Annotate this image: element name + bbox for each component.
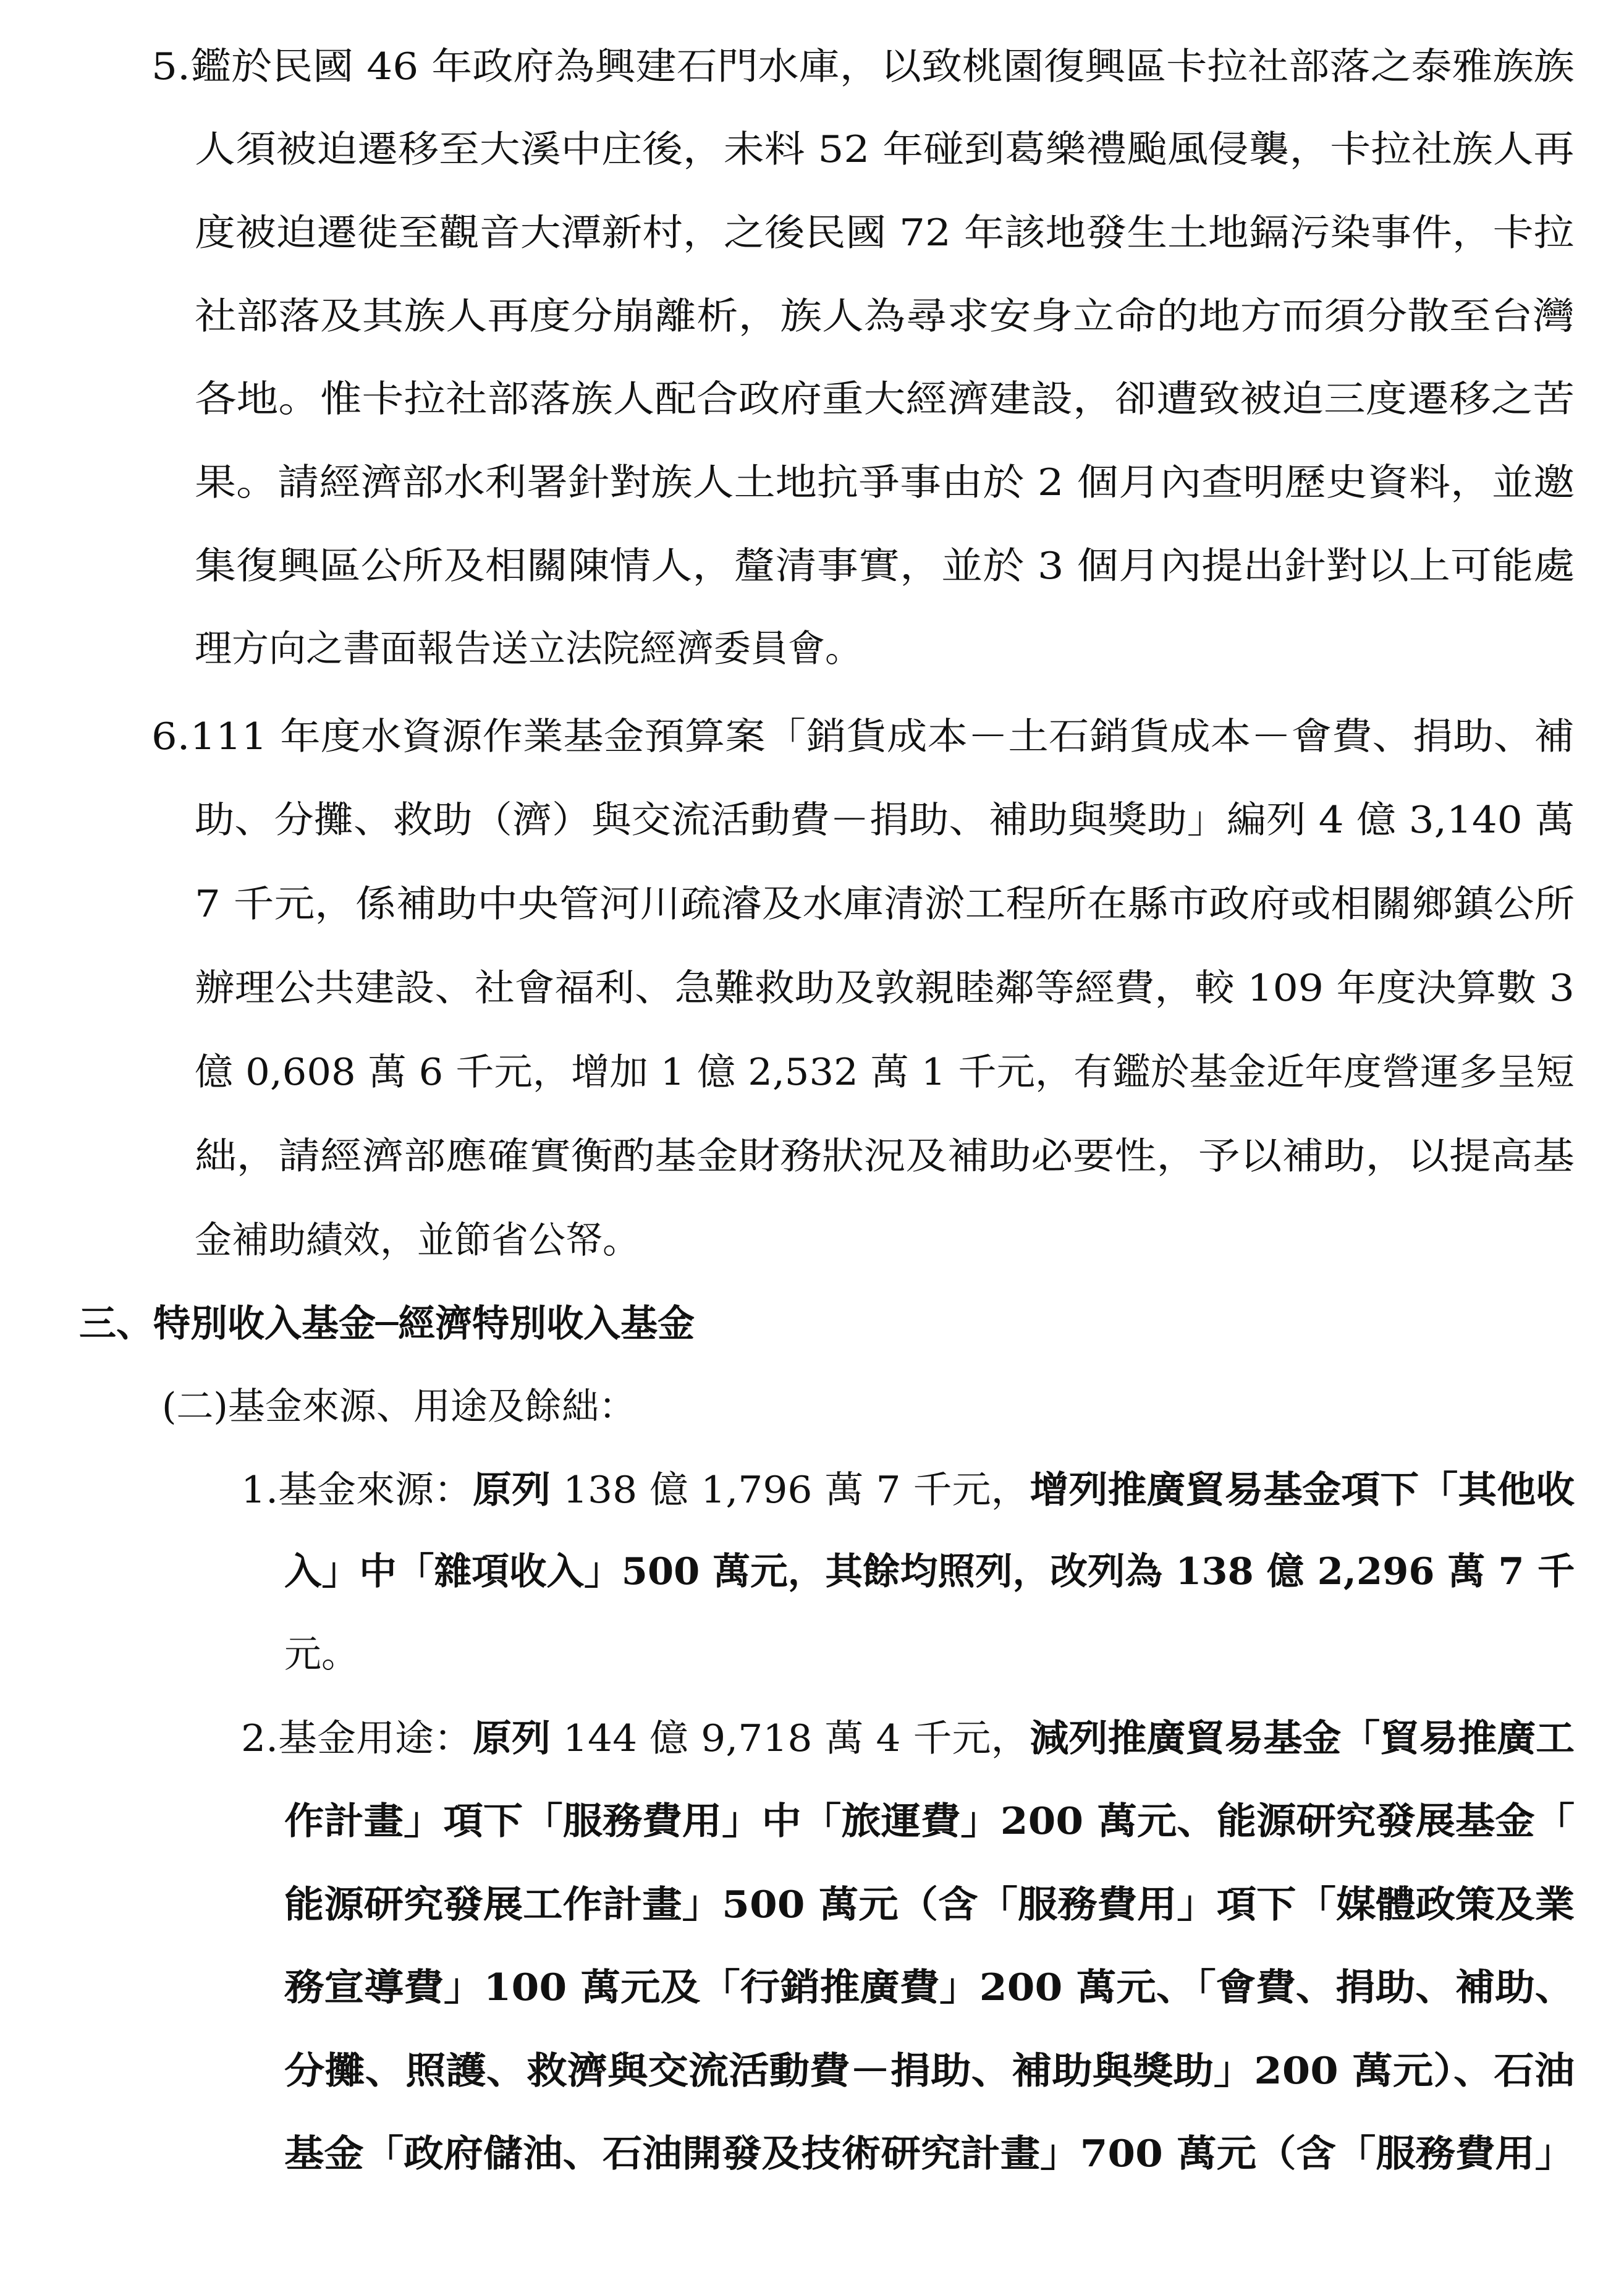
item6-line-6: 絀，請經濟部應確實衡酌基金財務狀況及補助必要性，予以補助，以提高基 xyxy=(195,1135,1575,1178)
item6-line-4: 辦理公共建設、社會福利、急難救助及敦親睦鄰等經費，較 109 年度決算數 3 xyxy=(195,967,1575,1010)
use-original-amount: 144 億 9,718 萬 4 千元， xyxy=(550,1717,1030,1760)
use-line-6: 基金「政府儲油、石油開發及技術研究計畫」700 萬元（含「服務費用」 xyxy=(284,2132,1575,2176)
use-original-label: 原列 xyxy=(472,1717,551,1760)
item5-line-1: 5.鑑於民國 46 年政府為興建石門水庫，以致桃園復興區卡拉社部落之泰雅族族 xyxy=(151,45,1575,88)
item5-line-8: 理方向之書面報告送立法院經濟委員會。 xyxy=(195,627,862,671)
source-line-2: 入」中「雜項收入」500 萬元，其餘均照列，改列為 138 億 2,296 萬 7 千 xyxy=(284,1550,1575,1593)
source-line-3: 元。 xyxy=(284,1633,358,1676)
section-subheading: (二)基金來源、用途及餘絀： xyxy=(162,1385,636,1428)
item5-line-4: 社部落及其族人再度分崩離析，族人為尋求安身立命的地方而須分散至台灣 xyxy=(195,295,1575,338)
section-heading: 三、特別收入基金─經濟特別收入基金 xyxy=(79,1302,695,1346)
use-line-2: 作計畫」項下「服務費用」中「旅運費」200 萬元、能源研究發展基金「 xyxy=(284,1800,1575,1843)
item6-line-3: 7 千元，係補助中央管河川疏濬及水庫清淤工程所在縣市政府或相關鄉鎮公所 xyxy=(195,883,1575,926)
source-increase-text: 增列推廣貿易基金項下「其他收 xyxy=(1030,1469,1575,1512)
item6-line-2: 助、分攤、救助（濟）與交流活動費－捐助、補助與獎助」編列 4 億 3,140 萬 xyxy=(195,799,1575,842)
item5-line-3: 度被迫遷徙至觀音大潭新村，之後民國 72 年該地發生土地鎘污染事件，卡拉 xyxy=(195,211,1575,255)
source-original-label: 原列 xyxy=(472,1469,551,1512)
use-line-1 xyxy=(241,1714,1575,1763)
source-label: 1.基金來源： xyxy=(241,1469,473,1512)
item6-line-7: 金補助績效，並節省公帑。 xyxy=(195,1219,640,1262)
source-original-amount: 138 億 1,796 萬 7 千元， xyxy=(550,1469,1030,1512)
item5-line-7: 集復興區公所及相關陳情人，釐清事實，並於 3 個月內提出針對以上可能處 xyxy=(195,545,1575,588)
source-line-1 xyxy=(241,1465,1575,1515)
use-line-5: 分攤、照護、救濟與交流活動費－捐助、補助與獎助」200 萬元）、石油 xyxy=(284,2049,1575,2093)
item5-line-5: 各地。惟卡拉社部落族人配合政府重大經濟建設，卻遭致被迫三度遷移之苦 xyxy=(195,378,1575,421)
item5-line-2: 人須被迫遷移至大溪中庄後，未料 52 年碰到葛樂禮颱風侵襲，卡拉社族人再 xyxy=(195,128,1575,171)
use-label: 2.基金用途： xyxy=(241,1717,473,1760)
item5-line-6: 果。請經濟部水利署針對族人土地抗爭事由於 2 個月內查明歷史資料，並邀 xyxy=(195,461,1575,504)
item6-line-5: 億 0,608 萬 6 千元，增加 1 億 2,532 萬 1 千元，有鑑於基金近年度營運多呈短 xyxy=(195,1051,1575,1094)
use-line-4: 務宣導費」100 萬元及「行銷推廣費」200 萬元、「會費、捐助、補助、 xyxy=(284,1966,1575,2009)
use-decrease-text: 減列推廣貿易基金「貿易推廣工 xyxy=(1030,1717,1575,1760)
use-line-3: 能源研究發展工作計畫」500 萬元（含「服務費用」項下「媒體政策及業 xyxy=(284,1883,1575,1927)
item6-line-1: 6.111 年度水資源作業基金預算案「銷貨成本－土石銷貨成本－會費、捐助、補 xyxy=(151,715,1575,758)
